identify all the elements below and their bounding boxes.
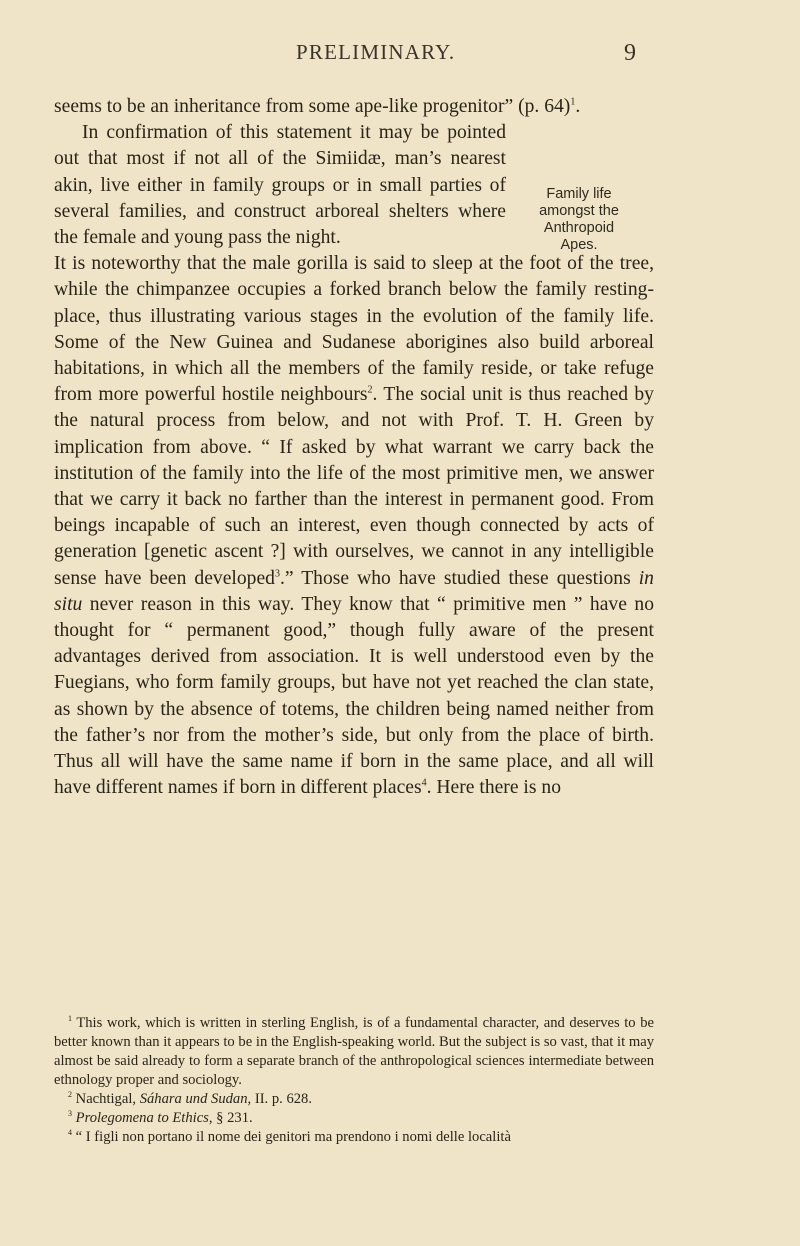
page-number: 9 — [624, 40, 638, 66]
paragraph-1: seems to be an inheritance from some ape-like progenitor” (p. 64)$^1$. — [54, 96, 581, 117]
footnote-2: $^2$ Nachtigal, Sáhara und Sudan, II. p. 628. — [68, 1090, 312, 1107]
margin-note-line: amongst the — [539, 203, 619, 219]
body-text — [54, 94, 654, 801]
footnote-ref-2: 2 — [367, 384, 373, 396]
paragraph-2b: It is noteworthy that the male gorilla is said to sleep at the foot of the tree, while the chimpanzee occupies a forked branch below the family resting-place, thus illustrating various stages in the evolution of the family life. Some of the New Guinea and Sudanese aborigines also build arboreal habitations, in which all the members of the family reside, or take refuge from more powerful hostile neighbours$^2$. The social unit is thus reached by the natural process from below, and not with Prof. T. H. Green by implication from above. “ If asked by what warrant we carry back the institution of the family into the life of the most primitive men, we answer that we carry it back no farther than the interest in permanent good. From beings incapable of such an interest, even though connected by acts of generation [genetic ascent ?] with ourselves, we cannot in any intelligible sense have been developed$^3$.” Those who have studied these questions in situ never reason in this way. They know that “ primitive men ” have no thought for “ permanent good,” though fully aware of the present advantages derived from association. It is well understood even by the Fuegians, who form family groups, but have not yet reached the clan state, as shown by the absence of totems, the children being named neither from the father’s nor from the mother’s side, but only from the place of birth. Thus all will have the same name if born in the same place, and all will have different names if born in different places$^4$. Here there is no — [54, 253, 654, 799]
footnote-1: $^1$ This work, which is written in sterling English, is of a fundamental character, and deserves to be better known than it appears to be in the English-speaking world. But the subject is so vast, that it may almost be said already to form a separate branch of the anthropological sciences intermediate between ethnology proper and sociology. — [54, 1014, 654, 1088]
footnotes — [54, 1014, 654, 1147]
footnote-ref-3: 3 — [274, 568, 280, 580]
footnote-ref-4: 4 — [421, 777, 427, 789]
footnote-3: $^3$ Prolegomena to Ethics, § 231. — [68, 1109, 253, 1126]
margin-note-line: Anthropoid — [543, 220, 615, 236]
footnote-4: $^4$ “ I figli non portano il nome dei genitori ma prendono i nomi delle località — [68, 1128, 511, 1145]
running-title: PRELIMINARY. — [296, 40, 456, 64]
margin-note-line: Family life — [546, 186, 612, 202]
footnote-ref-1: 1 — [570, 96, 576, 108]
margin-note-line: Apes. — [560, 237, 598, 253]
italic-phrase: in situ — [54, 567, 654, 615]
paragraph-2a: In confirmation of this statement it may be pointed out that most if not all of the Simiidæ, man’s nearest akin, live either in family groups or in small parties of several families, and construct arboreal shelters where the female and young pass the night. — [54, 122, 506, 249]
